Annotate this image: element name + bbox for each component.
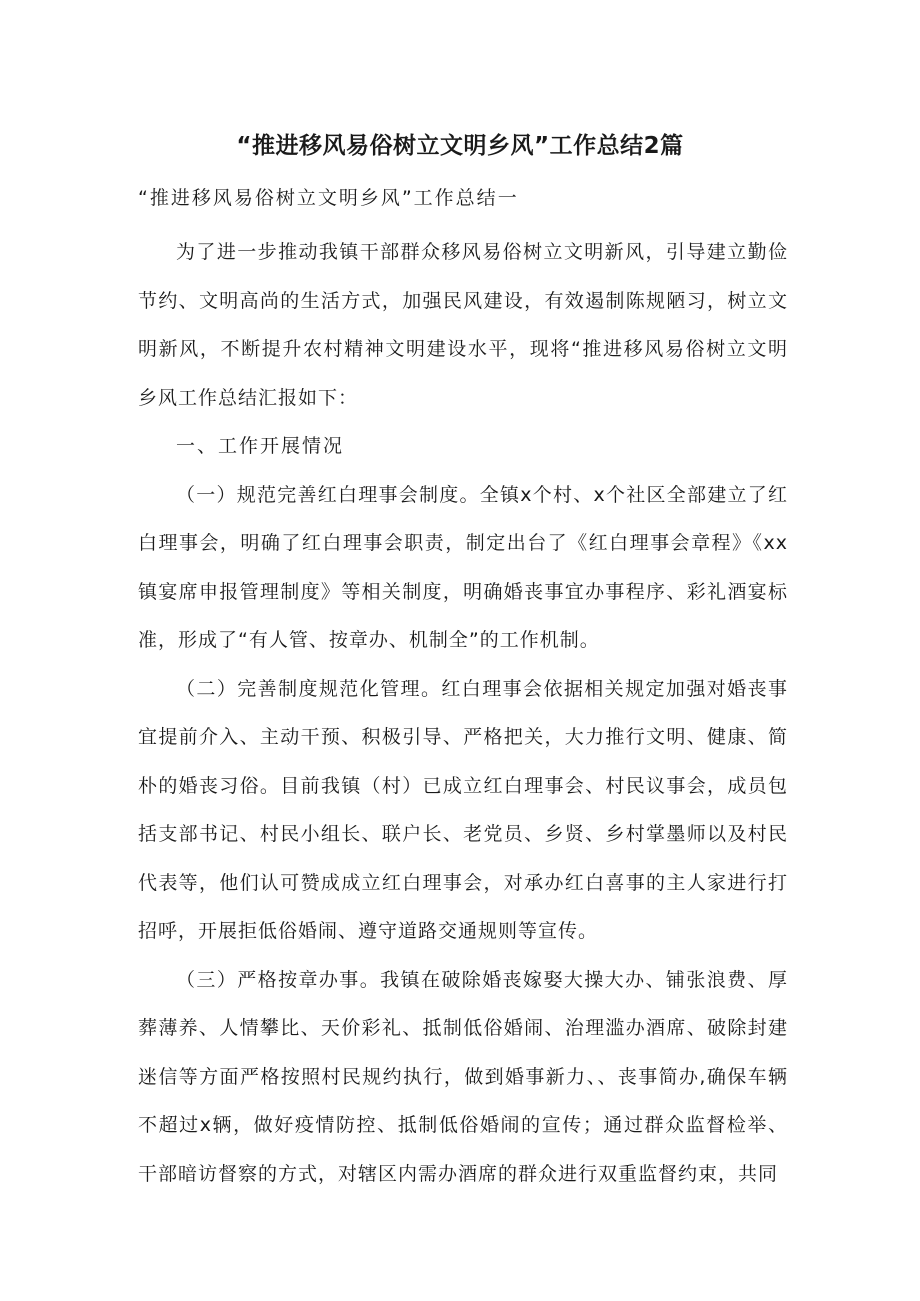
- item-paragraph-1: （一）规范完善红白理事会制度。全镇x个村、x个社区全部建立了红白理事会，明确了红白理事会职责，制定出台了《红白理事会章程》《xx镇宴席申报管理制度》等相关制度，明确婚丧事宜办事程序、彩礼酒宴标准，形成了“有人管、按章办、机制全”的工作机制。: [138, 483, 788, 651]
- document-title: “推进移风易俗树立文明乡风”工作总结2篇: [236, 133, 684, 159]
- document-body: [138, 228, 788, 1198]
- intro-paragraph: 为了进一步推动我镇干部群众移风易俗树立文明新风，引导建立勤俭节约、文明高尚的生活方式，加强民风建设，有效遏制陈规陋习，树立文明新风，不断提升农村精神文明建设水平，现将“推进移风易俗树立文明乡风工作总结汇报如下：: [138, 241, 788, 409]
- item-paragraph-2: （二）完善制度规范化管理。红白理事会依据相关规定加强对婚丧事宜提前介入、主动干预、积极引导、严格把关，大力推行文明、健康、简朴的婚丧习俗。目前我镇（村）已成立红白理事会、村民议事会，成员包括支部书记、村民小组长、联户长、老党员、乡贤、乡村掌墨师以及村民代表等，他们认可赞成成立红白理事会，对承办红白喜事的主人家进行打招呼，开展拒低俗婚闹、遵守道路交通规则等宣传。: [138, 677, 788, 942]
- section-heading: 一、工作开展情况: [176, 435, 345, 457]
- document-subtitle: “推进移风易俗树立文明乡风”工作总结一: [138, 187, 519, 209]
- item-paragraph-3: （三）严格按章办事。我镇在破除婚丧嫁娶大操大办、铺张浪费、厚葬薄养、人情攀比、天价彩礼、抵制低俗婚闹、治理滥办酒席、破除封建迷信等方面严格按照村民规约执行，做到婚事新力、、丧事简办,确保车辆不超过x辆，做好疫情防控、抵制低俗婚闹的宣传；通过群众监督检举、干部暗访督察的方式，对辖区内需办酒席的群众进行双重监督约束，共同: [138, 968, 788, 1185]
